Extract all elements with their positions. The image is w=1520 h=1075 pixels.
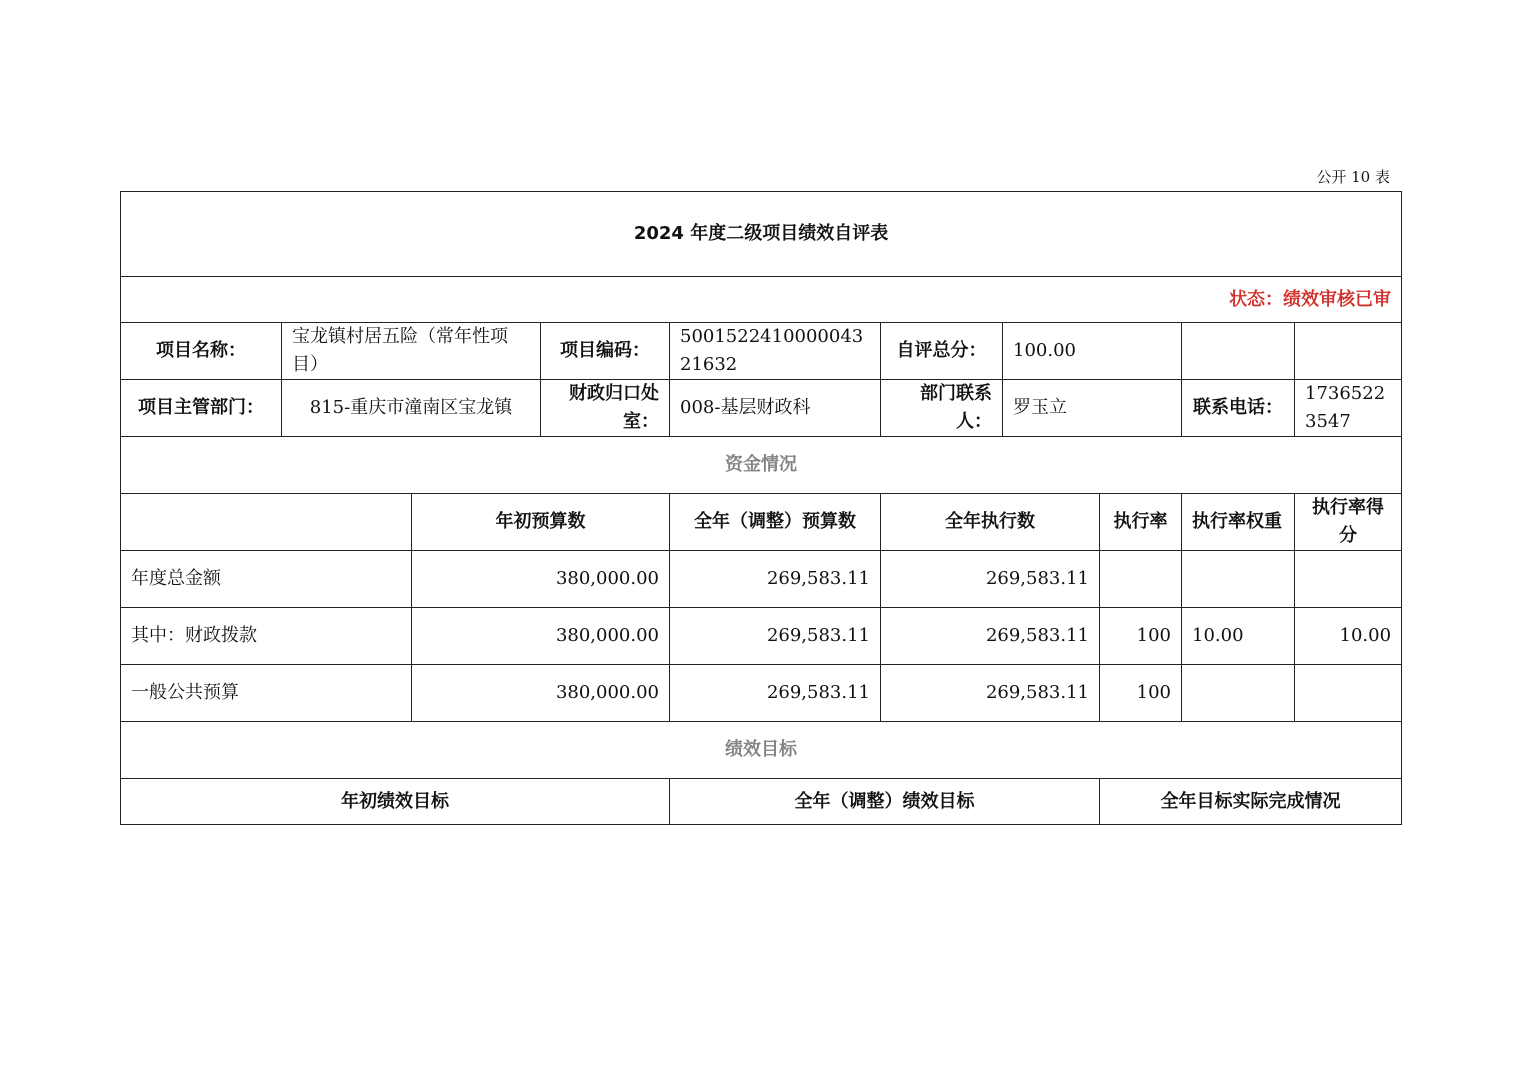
row-score: 10.00 [1295, 608, 1402, 665]
project-code-label: 项目编码： [541, 323, 670, 380]
empty-cell [1182, 323, 1295, 380]
row-score [1295, 665, 1402, 722]
contact-label: 部门联系人： [881, 380, 1003, 437]
funds-header-weight: 执行率权重 [1182, 494, 1295, 551]
finance-office-value: 008-基层财政科 [670, 380, 881, 437]
row-adjusted: 269,583.11 [670, 551, 881, 608]
goals-header-initial: 年初绩效目标 [121, 779, 670, 825]
finance-office-label: 财政归口处室： [541, 380, 670, 437]
row-weight [1182, 551, 1295, 608]
table-row [121, 551, 1402, 608]
row-initial: 380,000.00 [412, 551, 670, 608]
goals-section-title: 绩效目标 [121, 722, 1402, 779]
funds-header-adjusted: 全年（调整）预算数 [670, 494, 881, 551]
row-initial: 380,000.00 [412, 608, 670, 665]
funds-header-blank [121, 494, 412, 551]
project-name-value: 宝龙镇村居五险（常年性项目） [282, 323, 541, 380]
dept-value: 815-重庆市潼南区宝龙镇 [282, 380, 541, 437]
row-executed: 269,583.11 [881, 551, 1100, 608]
table-row [121, 608, 1402, 665]
row-name: 其中：财政拨款 [121, 608, 412, 665]
row-executed: 269,583.11 [881, 665, 1100, 722]
row-score [1295, 551, 1402, 608]
row-adjusted: 269,583.11 [670, 665, 881, 722]
row-rate: 100 [1100, 608, 1182, 665]
funds-section-title: 资金情况 [121, 437, 1402, 494]
project-name-label: 项目名称： [121, 323, 282, 380]
funds-header-score: 执行率得分 [1295, 494, 1402, 551]
funds-header-executed: 全年执行数 [881, 494, 1100, 551]
dept-label: 项目主管部门： [121, 380, 282, 437]
row-name: 年度总金额 [121, 551, 412, 608]
status-badge: 状态：绩效审核已审 [121, 277, 1402, 323]
funds-header-rate: 执行率 [1100, 494, 1182, 551]
row-name: 一般公共预算 [121, 665, 412, 722]
funds-header-initial: 年初预算数 [412, 494, 670, 551]
phone-value: 17365223547 [1295, 380, 1402, 437]
table-row [121, 665, 1402, 722]
empty-cell [1295, 323, 1402, 380]
project-code-value: 500152241000004321632 [670, 323, 881, 380]
row-executed: 269,583.11 [881, 608, 1100, 665]
contact-value: 罗玉立 [1003, 380, 1182, 437]
row-weight: 10.00 [1182, 608, 1295, 665]
row-initial: 380,000.00 [412, 665, 670, 722]
phone-label: 联系电话： [1182, 380, 1295, 437]
row-adjusted: 269,583.11 [670, 608, 881, 665]
row-rate: 100 [1100, 665, 1182, 722]
self-evaluation-table [120, 191, 1402, 825]
goals-header-adjusted: 全年（调整）绩效目标 [670, 779, 1100, 825]
self-score-value: 100.00 [1003, 323, 1182, 380]
goals-header-actual: 全年目标实际完成情况 [1100, 779, 1402, 825]
row-weight [1182, 665, 1295, 722]
page-title: 2024 年度二级项目绩效自评表 [121, 192, 1402, 277]
row-rate [1100, 551, 1182, 608]
form-number: 公开 10 表 [1316, 168, 1390, 186]
self-score-label: 自评总分： [881, 323, 1003, 380]
